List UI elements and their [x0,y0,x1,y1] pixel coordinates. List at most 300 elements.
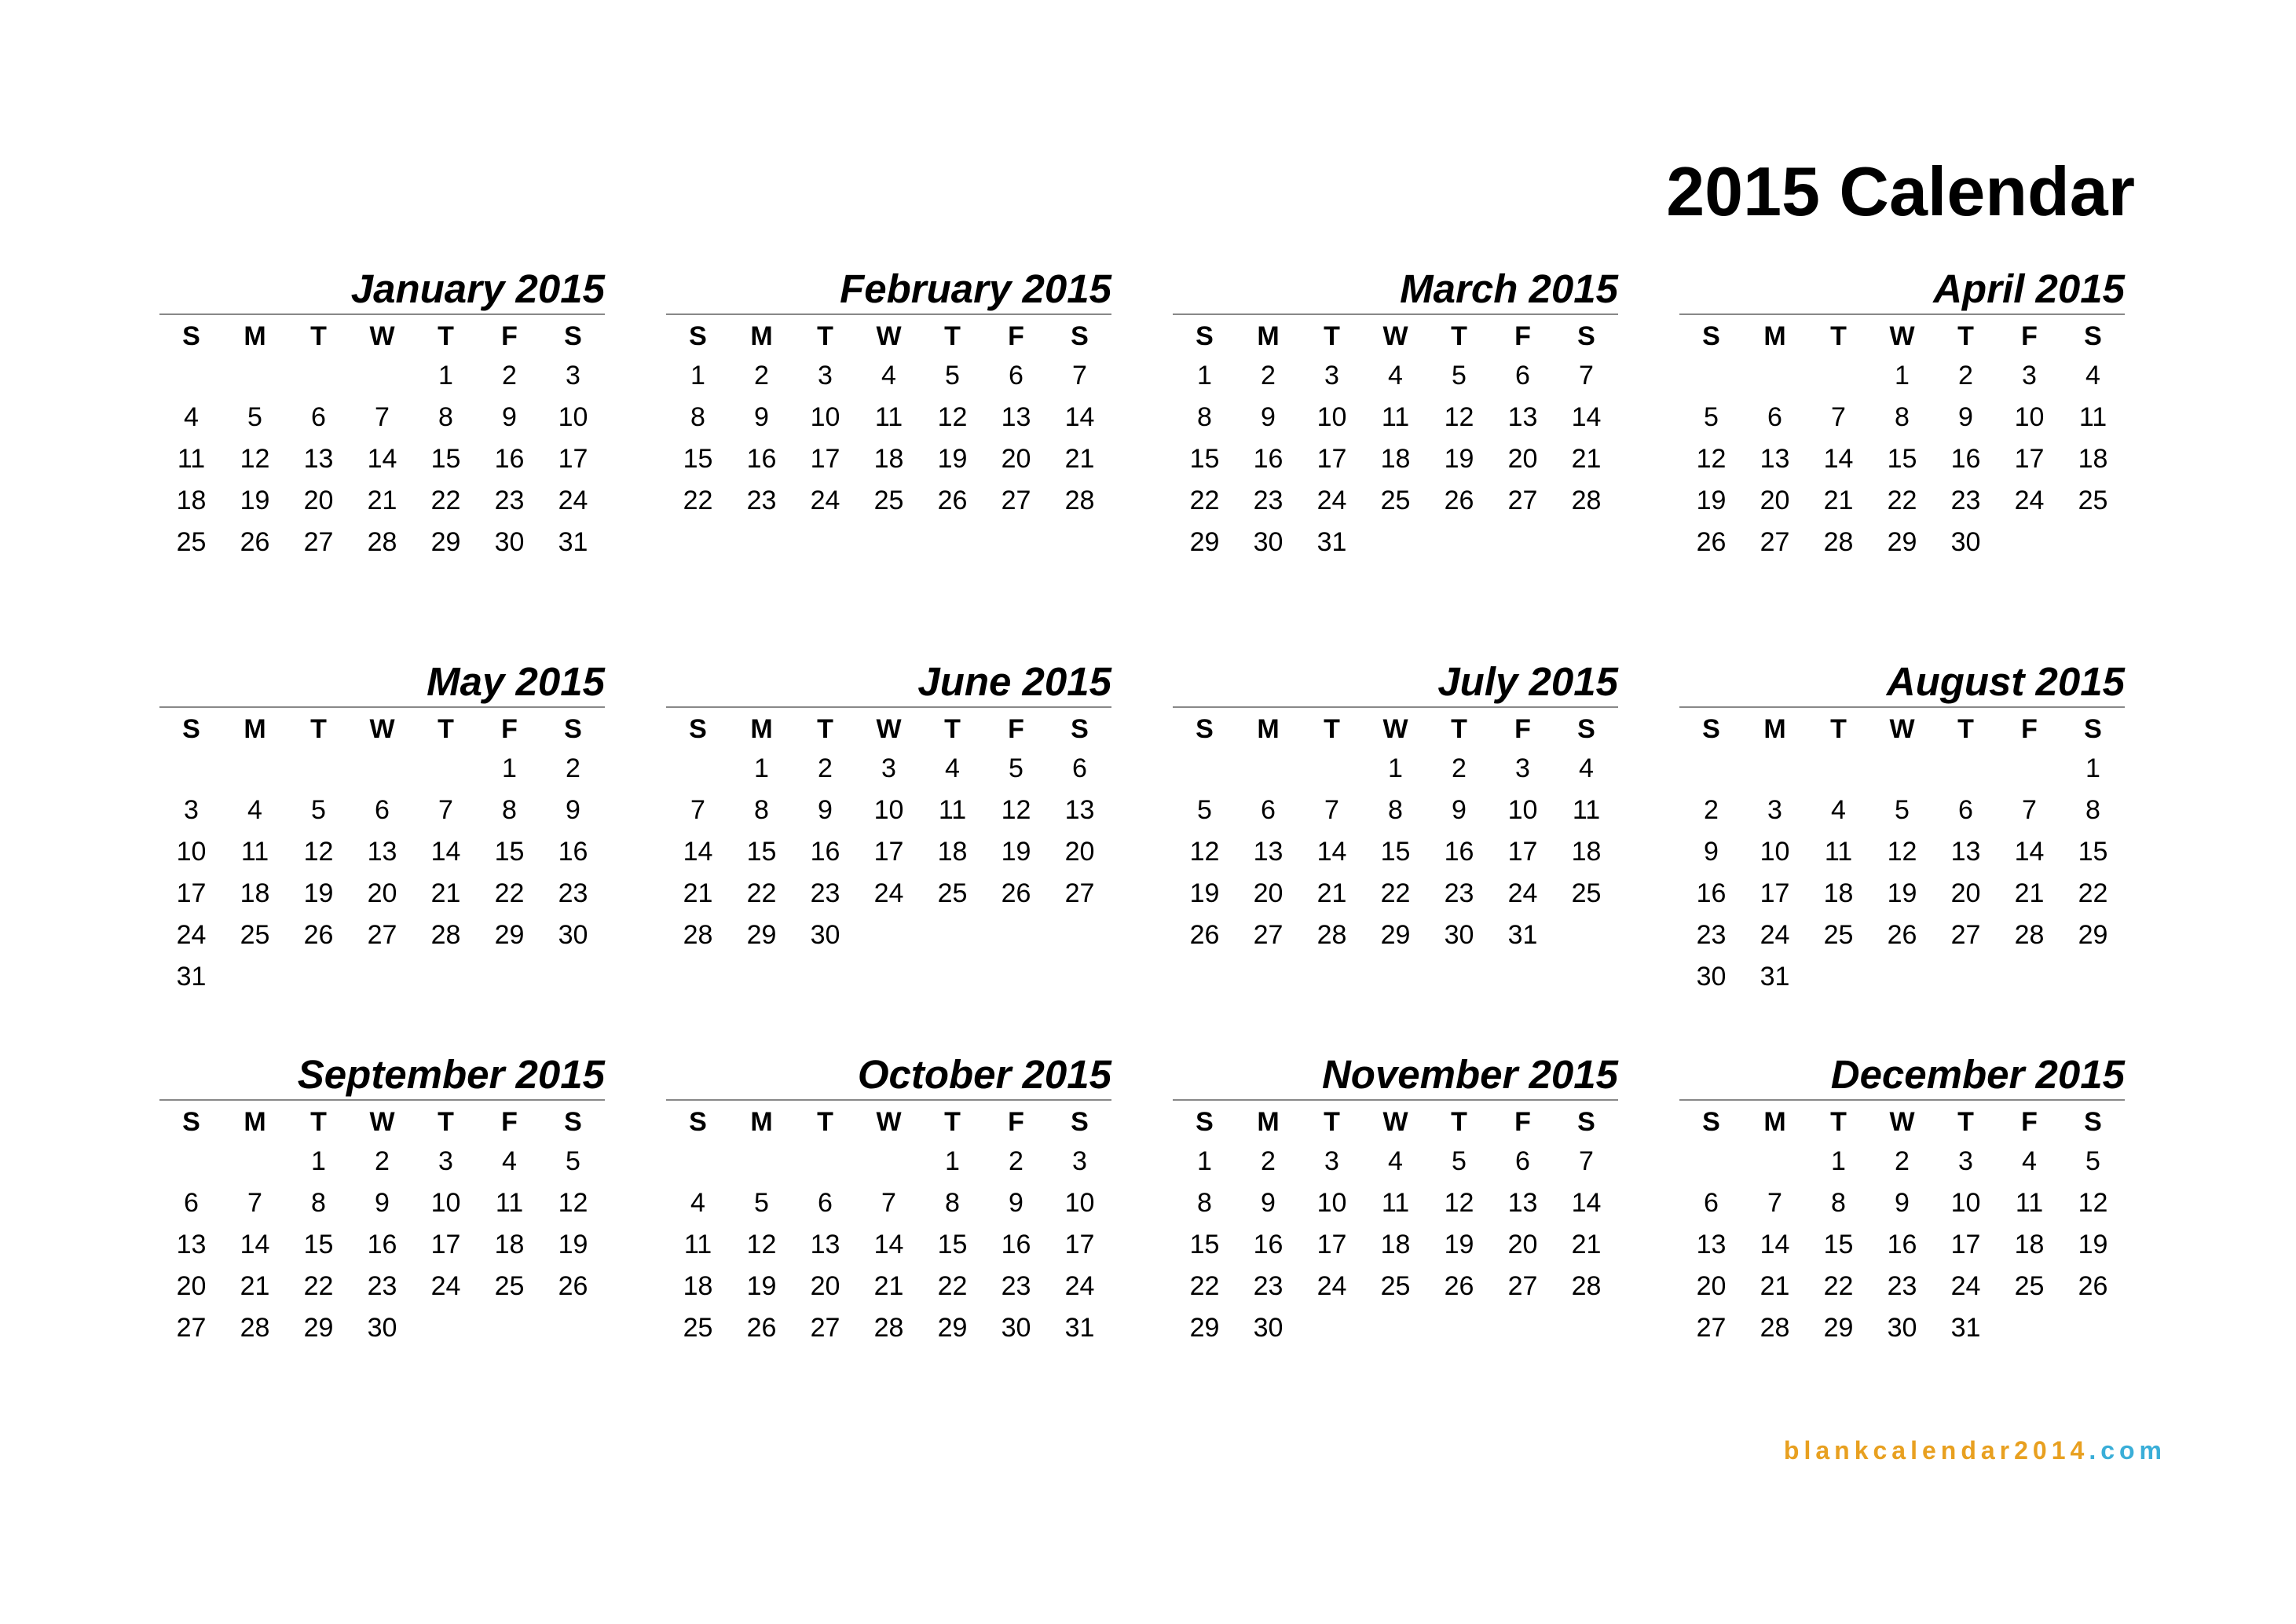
day-cell: 7 [1831,402,1846,432]
day-cell: 17 [1064,1230,1095,1259]
day-cell: 25 [2078,486,2108,515]
day-cell: 12 [1444,1188,1474,1218]
day-cell: 28 [1316,920,1347,950]
day-cell: 9 [1452,795,1467,825]
empty-day-cell [159,1142,223,1183]
weekday-header: T [1324,714,1340,744]
day-cell: 31 [176,962,207,992]
day-cell: 24 [430,1271,461,1301]
weekday-header: T [1451,321,1467,351]
empty-day-cell [159,356,223,398]
empty-day-cell [1679,356,1743,398]
day-cell: 8 [1197,402,1212,432]
month-grid [159,323,605,564]
empty-day-cell [1679,1142,1743,1183]
day-cell: 15 [683,444,713,474]
day-cell: 3 [566,361,580,390]
month-block [666,1054,1111,1350]
day-cell: 28 [683,920,713,950]
day-cell: 28 [367,527,397,557]
day-cell: 21 [367,486,397,515]
day-cell: 18 [494,1230,525,1259]
day-cell: 23 [810,878,840,908]
day-cell: 21 [430,878,461,908]
day-cell: 30 [367,1313,397,1343]
weekday-header: T [310,321,327,351]
day-cell: 7 [1072,361,1087,390]
day-cell: 11 [2015,1188,2044,1218]
day-cell: 3 [1767,795,1782,825]
day-cell: 27 [1507,1271,1538,1301]
day-cell: 13 [367,837,397,867]
month-block [1173,659,1618,957]
day-cell: 13 [1950,837,1981,867]
day-cell: 9 [754,402,769,432]
empty-day-cell [793,1142,857,1183]
weekday-header: F [2021,1107,2038,1137]
month-block [666,266,1111,522]
day-cell: 19 [937,444,968,474]
day-cell: 25 [937,878,968,908]
day-cell: 24 [873,878,904,908]
day-cell: 29 [1823,1313,1854,1343]
day-cell: 28 [1571,1271,1602,1301]
day-cell: 1 [2085,753,2100,783]
day-cell: 17 [1507,837,1538,867]
month-grid [1173,716,1618,957]
day-cell: 10 [1507,795,1538,825]
day-cell: 15 [494,837,525,867]
weekday-header: S [2084,714,2102,744]
month-title: October 2015 [857,1052,1111,1097]
day-cell: 13 [1696,1230,1727,1259]
empty-day-cell [1743,356,1807,398]
day-cell: 2 [566,753,580,783]
day-cell: 11 [683,1230,712,1259]
month-title: May 2015 [427,659,605,704]
day-cell: 12 [746,1230,777,1259]
day-cell: 30 [1950,527,1981,557]
day-cell: 11 [1381,402,1410,432]
day-cell: 5 [754,1188,769,1218]
weekday-header: T [944,714,961,744]
day-cell: 3 [2022,361,2037,390]
day-cell: 28 [430,920,461,950]
empty-day-cell [1173,749,1236,790]
empty-day-cell [287,749,350,790]
day-cell: 17 [1760,878,1790,908]
weekday-header: T [1957,714,1974,744]
empty-day-cell [350,749,414,790]
day-cell: 11 [1572,795,1601,825]
day-cell: 20 [1950,878,1981,908]
day-cell: 6 [375,795,390,825]
empty-day-cell [1236,749,1300,790]
weekday-header: S [182,1107,200,1137]
day-cell: 3 [1072,1146,1087,1176]
day-cell: 16 [367,1230,397,1259]
month-divider [1679,1099,2125,1101]
day-cell: 29 [746,920,777,950]
day-cell: 6 [184,1188,199,1218]
day-cell: 9 [502,402,517,432]
day-cell: 30 [810,920,840,950]
day-cell: 4 [2022,1146,2037,1176]
weekday-header: S [1071,321,1089,351]
day-cell: 29 [1887,527,1917,557]
day-cell: 9 [1261,1188,1276,1218]
empty-day-cell [350,356,414,398]
day-cell: 7 [1324,795,1339,825]
day-cell: 3 [1515,753,1530,783]
day-cell: 20 [1001,444,1031,474]
empty-day-cell [666,749,730,790]
weekday-header: T [1830,1107,1847,1137]
day-cell: 29 [1380,920,1411,950]
day-cell: 9 [1261,402,1276,432]
day-cell: 5 [1452,361,1467,390]
weekday-header: W [1889,321,1915,351]
empty-day-cell [1807,356,1870,398]
day-cell: 27 [1064,878,1095,908]
day-cell: 16 [1253,444,1283,474]
day-cell: 4 [881,361,896,390]
weekday-header: F [1514,1107,1531,1137]
empty-day-cell [1870,749,1934,790]
day-cell: 12 [1887,837,1917,867]
day-cell: 27 [1696,1313,1727,1343]
empty-day-cell [414,749,478,790]
day-cell: 26 [240,527,270,557]
day-cell: 12 [558,1188,588,1218]
day-cell: 15 [1189,1230,1220,1259]
day-cell: 14 [1571,402,1602,432]
weekday-header: F [1514,321,1531,351]
weekday-header: M [1257,321,1280,351]
weekday-header: T [817,321,833,351]
month-block [1173,266,1618,564]
month-block [159,1054,605,1350]
day-cell: 10 [176,837,207,867]
day-cell: 6 [1515,361,1530,390]
day-cell: 17 [1316,1230,1347,1259]
weekday-header: W [1382,1107,1408,1137]
month-title: December 2015 [1830,1052,2125,1097]
day-cell: 12 [937,402,968,432]
day-cell: 18 [1380,1230,1411,1259]
day-cell: 11 [874,402,903,432]
day-cell: 10 [1064,1188,1095,1218]
day-cell: 26 [1696,527,1727,557]
day-cell: 11 [495,1188,524,1218]
day-cell: 8 [438,402,453,432]
day-cell: 22 [1887,486,1917,515]
day-cell: 23 [367,1271,397,1301]
day-cell: 17 [558,444,588,474]
day-cell: 13 [810,1230,840,1259]
day-cell: 10 [810,402,840,432]
month-grid [666,323,1111,522]
day-cell: 12 [303,837,334,867]
day-cell: 23 [1950,486,1981,515]
day-cell: 25 [176,527,207,557]
weekday-header: T [438,714,454,744]
day-cell: 14 [1571,1188,1602,1218]
weekday-header: F [501,714,518,744]
day-cell: 25 [1823,920,1854,950]
day-cell: 17 [1316,444,1347,474]
weekday-header: M [750,714,773,744]
day-cell: 14 [240,1230,270,1259]
month-block [1679,659,2125,999]
day-cell: 4 [1388,1146,1403,1176]
day-cell: 1 [438,361,453,390]
day-cell: 23 [494,486,525,515]
day-cell: 13 [1001,402,1031,432]
weekday-header: S [564,714,582,744]
day-cell: 2 [818,753,833,783]
weekday-header: T [310,1107,327,1137]
day-cell: 30 [1001,1313,1031,1343]
day-cell: 4 [1831,795,1846,825]
day-cell: 1 [1388,753,1403,783]
day-cell: 21 [1760,1271,1790,1301]
day-cell: 1 [311,1146,326,1176]
day-cell: 21 [1316,878,1347,908]
day-cell: 28 [1571,486,1602,515]
day-cell: 24 [1316,1271,1347,1301]
day-cell: 7 [247,1188,262,1218]
day-cell: 21 [1571,444,1602,474]
day-cell: 16 [746,444,777,474]
day-cell: 16 [1887,1230,1917,1259]
day-cell: 1 [690,361,705,390]
day-cell: 15 [1823,1230,1854,1259]
day-cell: 20 [1507,444,1538,474]
day-cell: 26 [1001,878,1031,908]
day-cell: 10 [558,402,588,432]
weekday-header: T [1451,714,1467,744]
month-grid [1679,716,2125,999]
day-cell: 1 [1197,361,1212,390]
weekday-header: T [310,714,327,744]
day-cell: 24 [1064,1271,1095,1301]
day-cell: 6 [818,1188,833,1218]
weekday-header: W [876,1107,902,1137]
day-cell: 11 [938,795,967,825]
day-cell: 26 [303,920,334,950]
month-divider [159,1099,605,1101]
day-cell: 11 [1824,837,1853,867]
day-cell: 19 [303,878,334,908]
day-cell: 20 [367,878,397,908]
day-cell: 28 [240,1313,270,1343]
day-cell: 26 [1444,486,1474,515]
day-cell: 4 [945,753,960,783]
weekday-header: S [1702,714,1720,744]
day-cell: 12 [2078,1188,2108,1218]
day-cell: 17 [810,444,840,474]
day-cell: 23 [1696,920,1727,950]
day-cell: 16 [810,837,840,867]
day-cell: 26 [1189,920,1220,950]
weekday-header: F [1008,714,1024,744]
day-cell: 7 [1579,1146,1594,1176]
day-cell: 1 [945,1146,960,1176]
weekday-header: F [1514,714,1531,744]
day-cell: 16 [1950,444,1981,474]
day-cell: 24 [176,920,207,950]
weekday-header: S [564,1107,582,1137]
day-cell: 10 [1760,837,1790,867]
day-cell: 8 [311,1188,326,1218]
month-block [1679,266,2125,564]
weekday-header: S [1577,321,1595,351]
day-cell: 20 [1064,837,1095,867]
day-cell: 12 [1001,795,1031,825]
day-cell: 16 [558,837,588,867]
footer-brand-tld: .com [2089,1436,2166,1465]
weekday-header: M [1257,1107,1280,1137]
day-cell: 1 [1895,361,1910,390]
day-cell: 20 [810,1271,840,1301]
day-cell: 19 [1696,486,1727,515]
day-cell: 29 [303,1313,334,1343]
day-cell: 19 [2078,1230,2108,1259]
day-cell: 27 [1950,920,1981,950]
day-cell: 17 [873,837,904,867]
day-cell: 30 [558,920,588,950]
day-cell: 4 [184,402,199,432]
day-cell: 12 [1189,837,1220,867]
day-cell: 19 [1444,444,1474,474]
day-cell: 4 [2085,361,2100,390]
month-divider [666,1099,1111,1101]
day-cell: 23 [1253,1271,1283,1301]
day-cell: 17 [176,878,207,908]
day-cell: 2 [1261,1146,1276,1176]
month-block [1173,1054,1618,1350]
day-cell: 19 [746,1271,777,1301]
footer-brand [1784,1436,2166,1465]
day-cell: 6 [1009,361,1023,390]
month-grid [159,716,605,999]
day-cell: 6 [1704,1188,1719,1218]
day-cell: 29 [430,527,461,557]
weekday-header: S [689,1107,707,1137]
day-cell: 12 [1444,402,1474,432]
day-cell: 31 [1760,962,1790,992]
month-divider [1679,706,2125,708]
day-cell: 10 [1316,402,1347,432]
day-cell: 19 [1887,878,1917,908]
month-grid [1679,1109,2125,1350]
month-grid [1679,323,2125,564]
month-grid [666,1109,1111,1350]
day-cell: 4 [690,1188,705,1218]
day-cell: 22 [937,1271,968,1301]
weekday-header: T [944,1107,961,1137]
empty-day-cell [730,1142,793,1183]
day-cell: 7 [375,402,390,432]
day-cell: 15 [746,837,777,867]
weekday-header: M [244,1107,266,1137]
day-cell: 2 [375,1146,390,1176]
day-cell: 23 [1253,486,1283,515]
day-cell: 25 [683,1313,713,1343]
day-cell: 7 [2022,795,2037,825]
day-cell: 8 [2085,795,2100,825]
day-cell: 27 [303,527,334,557]
day-cell: 3 [1958,1146,1973,1176]
day-cell: 25 [1571,878,1602,908]
day-cell: 14 [430,837,461,867]
empty-day-cell [223,1142,287,1183]
day-cell: 19 [1189,878,1220,908]
day-cell: 18 [176,486,207,515]
weekday-header: S [1071,1107,1089,1137]
day-cell: 6 [311,402,326,432]
day-cell: 22 [303,1271,334,1301]
day-cell: 2 [1452,753,1467,783]
weekday-header: S [1577,714,1595,744]
month-grid [1173,323,1618,564]
month-title: March 2015 [1400,266,1618,311]
day-cell: 24 [2014,486,2045,515]
month-title: January 2015 [350,266,605,311]
day-cell: 14 [1760,1230,1790,1259]
weekday-header: S [2084,1107,2102,1137]
day-cell: 27 [1253,920,1283,950]
day-cell: 3 [881,753,896,783]
weekday-header: S [182,714,200,744]
day-cell: 28 [873,1313,904,1343]
day-cell: 26 [558,1271,588,1301]
day-cell: 31 [1316,527,1347,557]
day-cell: 18 [873,444,904,474]
month-block [159,266,605,564]
weekday-header: F [501,1107,518,1137]
weekday-header: S [1577,1107,1595,1137]
day-cell: 13 [1760,444,1790,474]
weekday-header: T [1830,321,1847,351]
weekday-header: W [876,714,902,744]
month-title: November 2015 [1321,1052,1618,1097]
day-cell: 27 [1760,527,1790,557]
day-cell: 5 [566,1146,580,1176]
day-cell: 15 [1887,444,1917,474]
day-cell: 30 [494,527,525,557]
day-cell: 5 [1452,1146,1467,1176]
weekday-header: M [1763,321,1786,351]
weekday-header: T [1451,1107,1467,1137]
day-cell: 20 [303,486,334,515]
day-cell: 18 [240,878,270,908]
day-cell: 22 [430,486,461,515]
empty-day-cell [1743,749,1807,790]
day-cell: 11 [240,837,269,867]
weekday-header: T [817,714,833,744]
weekday-header: S [564,321,582,351]
empty-day-cell [1679,749,1743,790]
weekday-header: S [1196,1107,1214,1137]
day-cell: 16 [1696,878,1727,908]
day-cell: 18 [683,1271,713,1301]
day-cell: 20 [176,1271,207,1301]
day-cell: 8 [754,795,769,825]
day-cell: 29 [1189,527,1220,557]
weekday-header: S [1702,321,1720,351]
